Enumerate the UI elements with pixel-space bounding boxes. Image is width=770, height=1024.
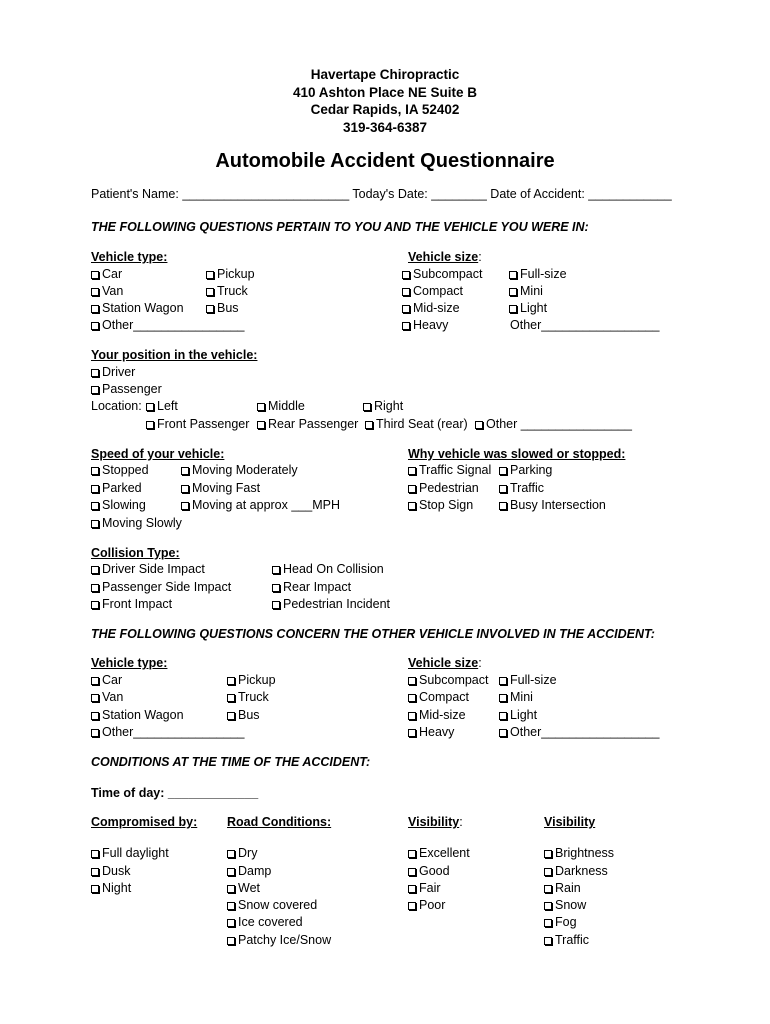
checkbox-icon[interactable]	[206, 305, 214, 313]
checkbox-icon[interactable]	[227, 694, 235, 702]
option-label: Rear Passenger	[268, 417, 359, 431]
checkbox-icon[interactable]	[402, 305, 410, 313]
checkbox-icon[interactable]	[499, 677, 507, 685]
checkbox-icon[interactable]	[181, 485, 189, 493]
checkbox-good[interactable]	[408, 864, 450, 879]
checkbox-icon[interactable]	[544, 885, 552, 893]
checkbox-stop-sign[interactable]	[408, 498, 473, 513]
checkbox-station-wagon[interactable]	[91, 301, 184, 316]
checkbox-icon[interactable]	[206, 288, 214, 296]
checkbox-traffic[interactable]	[499, 481, 544, 496]
checkbox-other-mini[interactable]	[499, 690, 533, 705]
option-label: Patchy Ice/Snow	[238, 933, 332, 947]
visibility-label-2: Visibility	[544, 815, 596, 829]
option-label: Other________________	[102, 318, 245, 332]
option-label: Dry	[238, 846, 258, 860]
option-label: Parking	[510, 463, 553, 477]
checkbox-icon[interactable]	[408, 712, 416, 720]
option-label: Head On Collision	[283, 562, 384, 576]
checkbox-icon[interactable]	[206, 271, 214, 279]
option-label: Heavy	[413, 318, 449, 332]
checkbox-other-subcompact[interactable]	[408, 673, 488, 688]
checkbox-icon[interactable]	[544, 937, 552, 945]
checkbox-pedestrian[interactable]	[408, 481, 479, 496]
option-label: Mid-size	[419, 708, 466, 722]
checkbox-dry[interactable]	[227, 846, 257, 861]
checkbox-icon[interactable]	[91, 386, 99, 394]
checkbox-icon[interactable]	[91, 369, 99, 377]
checkbox-head-on[interactable]	[272, 562, 384, 577]
option-label: Driver	[102, 365, 136, 379]
option-label: Subcompact	[419, 673, 489, 687]
checkbox-icon[interactable]	[91, 729, 99, 737]
option-label: Pickup	[238, 673, 276, 687]
option-label: Wet	[238, 881, 260, 895]
other-vehicle-type-label: Vehicle type:	[91, 656, 168, 670]
checkbox-icon[interactable]	[91, 584, 99, 592]
checkbox-middle[interactable]	[257, 399, 305, 414]
checkbox-icon[interactable]	[408, 902, 416, 910]
option-label: Moving Fast	[192, 481, 261, 495]
option-label: Compact	[419, 690, 470, 704]
option-label: Passenger Side Impact	[102, 580, 232, 594]
checkbox-snow-covered[interactable]	[227, 898, 317, 913]
checkbox-icon[interactable]	[402, 322, 410, 330]
vehicle-size-heading	[408, 250, 482, 265]
checkbox-position-other[interactable]	[475, 417, 632, 432]
option-label: Light	[520, 301, 548, 315]
checkbox-icon[interactable]	[257, 403, 265, 411]
option-label: Excellent	[419, 846, 470, 860]
checkbox-icon[interactable]	[181, 502, 189, 510]
checkbox-poor[interactable]	[408, 898, 445, 913]
vehicle-size-colon: :	[478, 250, 482, 264]
checkbox-icon[interactable]	[181, 467, 189, 475]
checkbox-other-pickup[interactable]	[227, 673, 276, 688]
checkbox-icon[interactable]	[91, 694, 99, 702]
checkbox-icon[interactable]	[91, 467, 99, 475]
option-label: Right	[374, 399, 404, 413]
checkbox-icon[interactable]	[227, 885, 235, 893]
option-label: Full daylight	[102, 846, 169, 860]
option-label: Driver Side Impact	[102, 562, 205, 576]
checkbox-icon[interactable]	[91, 271, 99, 279]
checkbox-bus[interactable]	[206, 301, 239, 316]
option-label: Busy Intersection	[510, 498, 606, 512]
option-label: Full-size	[520, 267, 567, 281]
checkbox-icon[interactable]	[499, 712, 507, 720]
option-label: Other_________________	[510, 725, 660, 739]
checkbox-moving-at-approx[interactable]	[181, 498, 340, 513]
visibility-colon: :	[459, 815, 463, 829]
option-label: Traffic	[555, 933, 590, 947]
collision-type-label: Collision Type:	[91, 546, 180, 560]
clinic-address-line2: Cedar Rapids, IA 52402	[310, 102, 460, 117]
checkbox-icon[interactable]	[408, 467, 416, 475]
option-label: Rain	[555, 881, 581, 895]
option-label: Pedestrian Incident	[283, 597, 391, 611]
option-label: Car	[102, 673, 123, 687]
checkbox-icon[interactable]	[499, 729, 507, 737]
checkbox-night[interactable]	[91, 881, 131, 896]
checkbox-icon[interactable]	[499, 694, 507, 702]
checkbox-truck[interactable]	[206, 284, 248, 299]
option-label: Dusk	[102, 864, 131, 878]
checkbox-icon[interactable]	[365, 421, 373, 429]
checkbox-icon[interactable]	[91, 712, 99, 720]
option-label: Station Wagon	[102, 301, 184, 315]
option-label: Night	[102, 881, 132, 895]
checkbox-car[interactable]	[91, 267, 122, 282]
checkbox-third-seat[interactable]	[365, 417, 468, 432]
location-label: Location:	[91, 399, 142, 413]
checkbox-icon[interactable]	[499, 502, 507, 510]
checkbox-snow[interactable]	[544, 898, 586, 913]
checkbox-icon[interactable]	[91, 850, 99, 858]
checkbox-icon[interactable]	[91, 502, 99, 510]
section-your-vehicle: THE FOLLOWING QUESTIONS PERTAIN TO YOU AND THE VEHICLE YOU WERE IN:	[91, 220, 589, 234]
option-label: Subcompact	[413, 267, 483, 281]
section-conditions: CONDITIONS AT THE TIME OF THE ACCIDENT:	[91, 755, 371, 769]
checkbox-patchy-ice-snow[interactable]	[227, 933, 331, 948]
checkbox-mini[interactable]	[509, 284, 543, 299]
checkbox-fog[interactable]	[544, 915, 577, 930]
option-label: Moving Moderately	[192, 463, 298, 477]
checkbox-other-midsize[interactable]	[408, 708, 466, 723]
checkbox-pickup[interactable]	[206, 267, 255, 282]
option-label: Moving Slowly	[102, 516, 182, 530]
checkbox-icon[interactable]	[544, 850, 552, 858]
checkbox-icon[interactable]	[363, 403, 371, 411]
checkbox-moving-slowly[interactable]	[91, 516, 182, 531]
visibility-label: Visibility	[408, 815, 460, 829]
checkbox-icon[interactable]	[544, 868, 552, 876]
option-label: Other________________	[102, 725, 245, 739]
clinic-address-line1: 410 Ashton Place NE Suite B	[292, 85, 478, 100]
checkbox-icon[interactable]	[408, 850, 416, 858]
checkbox-compact[interactable]	[402, 284, 463, 299]
checkbox-icon[interactable]	[227, 902, 235, 910]
option-label: Third Seat (rear)	[376, 417, 468, 431]
vehicle-type-label: Vehicle type:	[91, 250, 168, 264]
checkbox-damp[interactable]	[227, 864, 271, 879]
compromised-by-label: Compromised by:	[91, 815, 198, 829]
checkbox-dusk[interactable]	[91, 864, 130, 879]
checkbox-fullsize[interactable]	[509, 267, 567, 282]
visibility-heading	[408, 815, 463, 830]
checkbox-icon[interactable]	[544, 902, 552, 910]
option-label: Pickup	[217, 267, 255, 281]
checkbox-other-type-other[interactable]	[91, 725, 245, 740]
checkbox-left[interactable]	[146, 399, 178, 414]
checkbox-icon[interactable]	[408, 485, 416, 493]
option-label: Parked	[102, 481, 142, 495]
checkbox-other-fullsize[interactable]	[499, 673, 557, 688]
vehicle-size-label: Vehicle size	[408, 250, 479, 264]
option-label: Other ________________	[486, 417, 632, 431]
checkbox-traffic-signal[interactable]	[408, 463, 491, 478]
checkbox-icon[interactable]	[402, 271, 410, 279]
option-label: Full-size	[510, 673, 557, 687]
option-label: Pedestrian	[419, 481, 479, 495]
option-label: Slowing	[102, 498, 146, 512]
option-label: Truck	[217, 284, 248, 298]
option-label: Passenger	[102, 382, 162, 396]
checkbox-passenger[interactable]	[91, 382, 162, 397]
option-label: Fair	[419, 881, 441, 895]
option-label: Mini	[520, 284, 543, 298]
option-label: Stop Sign	[419, 498, 474, 512]
checkbox-icon[interactable]	[91, 601, 99, 609]
page-title: Automobile Accident Questionnaire	[215, 150, 555, 172]
checkbox-moving-moderately[interactable]	[181, 463, 298, 478]
option-label: Traffic	[510, 481, 545, 495]
option-label: Front Passenger	[157, 417, 250, 431]
position-label: Your position in the vehicle:	[91, 348, 258, 362]
checkbox-icon[interactable]	[91, 885, 99, 893]
checkbox-icon[interactable]	[408, 694, 416, 702]
option-label: Moving at approx ___MPH	[192, 498, 340, 512]
checkbox-wet[interactable]	[227, 881, 260, 896]
option-label: Bus	[238, 708, 260, 722]
checkbox-other-bus[interactable]	[227, 708, 260, 723]
option-label: Mid-size	[413, 301, 460, 315]
checkbox-slowing[interactable]	[91, 498, 146, 513]
checkbox-icon[interactable]	[272, 601, 280, 609]
option-label: Good	[419, 864, 450, 878]
checkbox-driver[interactable]	[91, 365, 135, 380]
time-of-day-field[interactable]: Time of day: _____________	[91, 786, 259, 800]
checkbox-midsize[interactable]	[402, 301, 460, 316]
checkbox-icon[interactable]	[227, 937, 235, 945]
checkbox-icon[interactable]	[408, 885, 416, 893]
speed-label: Speed of your vehicle:	[91, 447, 225, 461]
checkbox-icon[interactable]	[509, 305, 517, 313]
checkbox-icon[interactable]	[272, 566, 280, 574]
checkbox-icon[interactable]	[91, 322, 99, 330]
option-label: Truck	[238, 690, 269, 704]
checkbox-icon[interactable]	[499, 467, 507, 475]
checkbox-ice-covered[interactable]	[227, 915, 303, 930]
other-vehicle-size-label: Vehicle size	[408, 656, 479, 670]
patient-info-line[interactable]: Patient's Name: ________________________ Today's Date: ________ Date of Accident: ____________	[91, 187, 672, 201]
checkbox-rear-passenger[interactable]	[257, 417, 358, 432]
checkbox-other-car[interactable]	[91, 673, 122, 688]
checkbox-brightness[interactable]	[544, 846, 614, 861]
checkbox-icon[interactable]	[91, 566, 99, 574]
checkbox-icon[interactable]	[227, 850, 235, 858]
checkbox-moving-fast[interactable]	[181, 481, 260, 496]
option-label: Car	[102, 267, 123, 281]
checkbox-right[interactable]	[363, 399, 403, 414]
option-label: Rear Impact	[283, 580, 352, 594]
checkbox-other-heavy[interactable]	[408, 725, 454, 740]
checkbox-other-truck[interactable]	[227, 690, 269, 705]
checkbox-pedestrian-incident[interactable]	[272, 597, 390, 612]
checkbox-icon[interactable]	[146, 403, 154, 411]
checkbox-rain[interactable]	[544, 881, 581, 896]
checkbox-icon[interactable]	[544, 919, 552, 927]
checkbox-icon[interactable]	[408, 868, 416, 876]
option-label: Bus	[217, 301, 239, 315]
checkbox-icon[interactable]	[91, 868, 99, 876]
checkbox-icon[interactable]	[408, 677, 416, 685]
checkbox-icon[interactable]	[499, 485, 507, 493]
option-label: Snow covered	[238, 898, 318, 912]
other-vehicle-size-heading	[408, 656, 482, 671]
checkbox-icon[interactable]	[91, 305, 99, 313]
checkbox-icon[interactable]	[257, 421, 265, 429]
clinic-name: Havertape Chiropractic	[310, 67, 460, 82]
option-label: Brightness	[555, 846, 615, 860]
other-vehicle-size-colon: :	[478, 656, 482, 670]
option-label: Ice covered	[238, 915, 303, 929]
checkbox-icon[interactable]	[227, 712, 235, 720]
checkbox-darkness[interactable]	[544, 864, 608, 879]
option-label: Van	[102, 284, 124, 298]
checkbox-stopped[interactable]	[91, 463, 149, 478]
option-label: Poor	[419, 898, 446, 912]
checkbox-icon[interactable]	[408, 502, 416, 510]
checkbox-parked[interactable]	[91, 481, 142, 496]
checkbox-icon[interactable]	[146, 421, 154, 429]
option-label: Fog	[555, 915, 577, 929]
section-other-vehicle: THE FOLLOWING QUESTIONS CONCERN THE OTHER VEHICLE INVOLVED IN THE ACCIDENT:	[91, 627, 655, 641]
option-label: Light	[510, 708, 538, 722]
option-label: Darkness	[555, 864, 608, 878]
option-label: Stopped	[102, 463, 149, 477]
checkbox-icon[interactable]	[91, 288, 99, 296]
option-label: Left	[157, 399, 178, 413]
option-label: Snow	[555, 898, 587, 912]
checkbox-passenger-side-impact[interactable]	[91, 580, 231, 595]
checkbox-fair[interactable]	[408, 881, 441, 896]
checkbox-icon[interactable]	[91, 485, 99, 493]
checkbox-heavy[interactable]	[402, 318, 448, 333]
checkbox-other-type[interactable]	[91, 318, 245, 333]
checkbox-driver-side-impact[interactable]	[91, 562, 205, 577]
checkbox-front-impact[interactable]	[91, 597, 172, 612]
checkbox-other-van[interactable]	[91, 690, 123, 705]
checkbox-icon[interactable]	[91, 520, 99, 528]
option-label: Damp	[238, 864, 272, 878]
checkbox-icon[interactable]	[475, 421, 483, 429]
option-label: Mini	[510, 690, 533, 704]
checkbox-visibility-traffic[interactable]	[544, 933, 589, 948]
checkbox-front-passenger[interactable]	[146, 417, 249, 432]
checkbox-light[interactable]	[509, 301, 547, 316]
option-label: Heavy	[419, 725, 455, 739]
checkbox-full-daylight[interactable]	[91, 846, 169, 861]
checkbox-other-light[interactable]	[499, 708, 537, 723]
checkbox-icon[interactable]	[227, 868, 235, 876]
checkbox-busy-intersection[interactable]	[499, 498, 606, 513]
option-label: Station Wagon	[102, 708, 184, 722]
checkbox-subcompact[interactable]	[402, 267, 482, 282]
option-label: Traffic Signal	[419, 463, 492, 477]
checkbox-van[interactable]	[91, 284, 123, 299]
size-other-field[interactable]: Other_________________	[510, 318, 660, 332]
checkbox-icon[interactable]	[227, 919, 235, 927]
checkbox-icon[interactable]	[91, 677, 99, 685]
option-label: Front Impact	[102, 597, 173, 611]
option-label: Compact	[413, 284, 464, 298]
checkbox-rear-impact[interactable]	[272, 580, 351, 595]
checkbox-icon[interactable]	[408, 729, 416, 737]
checkbox-other-size-other[interactable]	[499, 725, 659, 740]
checkbox-other-station-wagon[interactable]	[91, 708, 184, 723]
clinic-phone: 319-364-6387	[342, 120, 428, 135]
why-slowed-label: Why vehicle was slowed or stopped:	[408, 447, 626, 461]
option-label: Middle	[268, 399, 305, 413]
checkbox-other-compact[interactable]	[408, 690, 469, 705]
checkbox-icon[interactable]	[402, 288, 410, 296]
checkbox-icon[interactable]	[509, 288, 517, 296]
road-conditions-label: Road Conditions:	[227, 815, 332, 829]
checkbox-parking[interactable]	[499, 463, 552, 478]
option-label: Van	[102, 690, 124, 704]
checkbox-icon[interactable]	[509, 271, 517, 279]
checkbox-excellent[interactable]	[408, 846, 470, 861]
checkbox-icon[interactable]	[272, 584, 280, 592]
checkbox-icon[interactable]	[227, 677, 235, 685]
